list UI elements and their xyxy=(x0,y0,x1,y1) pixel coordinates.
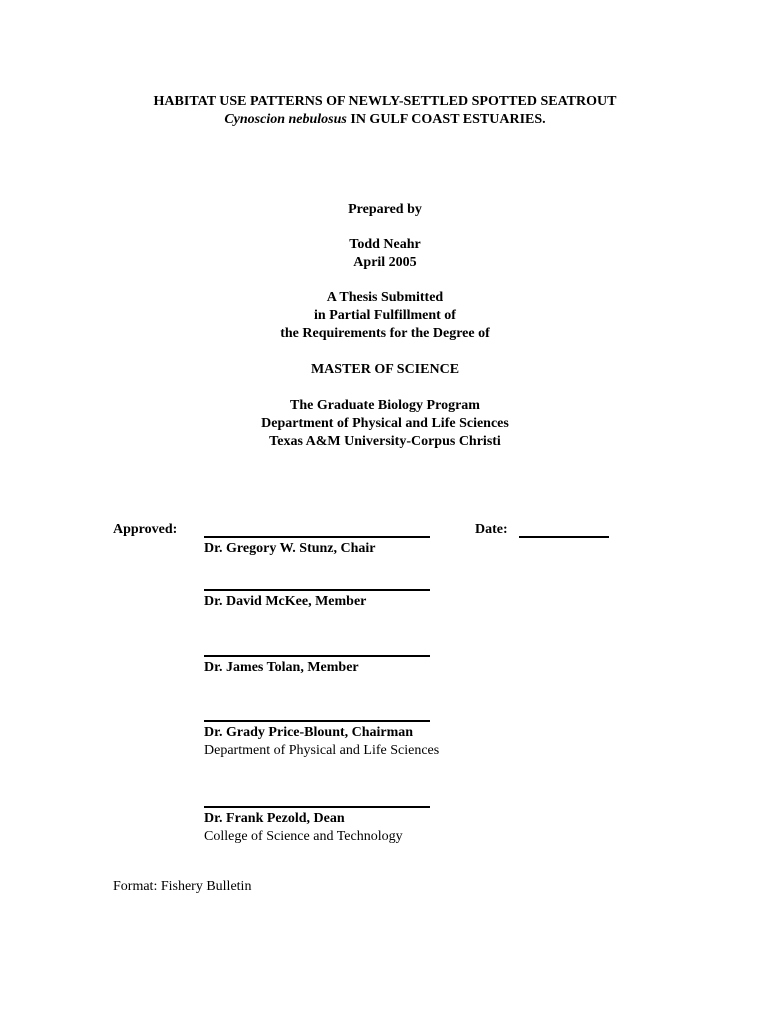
signatory-name: Dr. David McKee, Member xyxy=(204,594,367,609)
approved-label: Approved: xyxy=(113,522,178,537)
thesis-statement-line1: A Thesis Submitted xyxy=(326,290,444,305)
signatory-affiliation: College of Science and Technology xyxy=(204,829,403,844)
thesis-statement-line3: the Requirements for the Degree of xyxy=(280,326,490,341)
date-label: Date: xyxy=(475,522,508,537)
date-line xyxy=(519,536,609,538)
signatory-name: Dr. James Tolan, Member xyxy=(204,660,359,675)
signature-line xyxy=(204,655,430,657)
thesis-title-line2 xyxy=(0,112,770,128)
thesis-title-line1: HABITAT USE PATTERNS OF NEWLY-SETTLED SPOTTED SEATROUT xyxy=(153,94,617,109)
signatory-name: Dr. Grady Price-Blount, Chairman xyxy=(204,725,414,740)
signatory-name: Dr. Gregory W. Stunz, Chair xyxy=(204,541,376,556)
species-name: Cynoscion nebulosus xyxy=(224,112,347,127)
signature-line xyxy=(204,806,430,808)
format-note: Format: Fishery Bulletin xyxy=(113,879,252,894)
university: Texas A&M University-Corpus Christi xyxy=(269,434,501,449)
submission-date: April 2005 xyxy=(353,255,417,270)
signature-line xyxy=(204,589,430,591)
signature-line xyxy=(204,536,430,538)
prepared-by-label: Prepared by xyxy=(348,202,422,217)
graduate-program: The Graduate Biology Program xyxy=(290,398,480,413)
degree-name: MASTER OF SCIENCE xyxy=(310,362,460,377)
department: Department of Physical and Life Sciences xyxy=(261,416,509,431)
author-name: Todd Neahr xyxy=(349,237,421,252)
thesis-statement-line2: in Partial Fulfillment of xyxy=(314,308,456,323)
signatory-affiliation: Department of Physical and Life Sciences xyxy=(204,743,440,758)
thesis-title-line2-rest: IN GULF COAST ESTUARIES. xyxy=(346,112,546,127)
signature-line xyxy=(204,720,430,722)
signatory-name: Dr. Frank Pezold, Dean xyxy=(204,811,345,826)
